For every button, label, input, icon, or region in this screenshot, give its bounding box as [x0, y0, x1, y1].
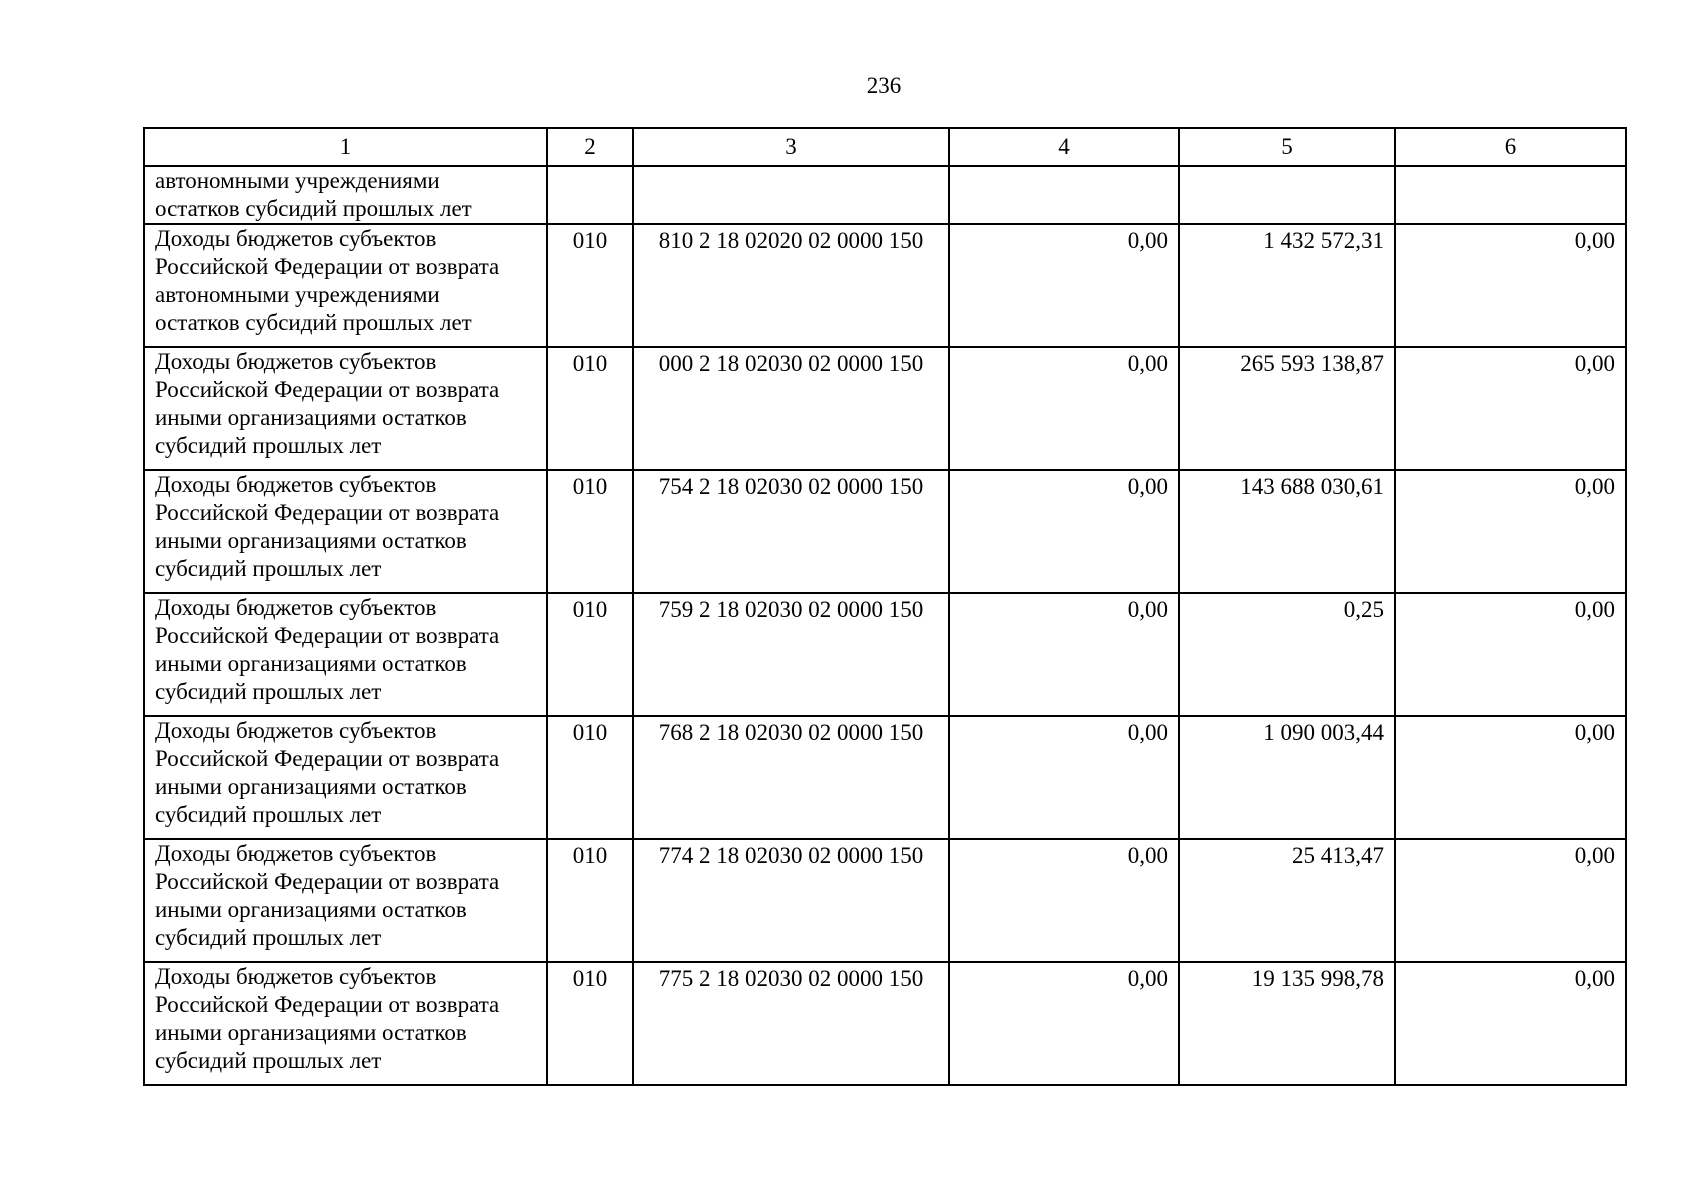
- amount-cell-5: 19 135 998,78: [1179, 962, 1395, 1085]
- code-cell: 010: [547, 470, 633, 593]
- table-row: [144, 839, 1626, 962]
- revenue-name-line: Доходы бюджетов субъектов: [155, 472, 437, 497]
- amount-cell-5: 1 090 003,44: [1179, 716, 1395, 839]
- classification-code-cell: 754 2 18 02030 02 0000 150: [633, 470, 949, 593]
- column-header-2: 2: [547, 128, 633, 166]
- revenue-name-line: автономными учреждениями: [155, 282, 440, 307]
- classification-code-cell: [633, 166, 949, 224]
- classification-code-cell: 000 2 18 02030 02 0000 150: [633, 347, 949, 470]
- revenue-name-line: Доходы бюджетов субъектов: [155, 718, 437, 743]
- header-row: [144, 128, 1626, 166]
- revenue-name-line: Доходы бюджетов субъектов: [155, 349, 437, 374]
- table-row: [144, 962, 1626, 1085]
- column-header-5: 5: [1179, 128, 1395, 166]
- amount-cell-5: 25 413,47: [1179, 839, 1395, 962]
- amount-cell-6: [1395, 166, 1626, 224]
- code-cell: 010: [547, 224, 633, 347]
- revenue-name-line: субсидий прошлых лет: [155, 1048, 382, 1073]
- table-row: [144, 716, 1626, 839]
- revenue-name-line: иными организациями остатков: [155, 528, 467, 553]
- budget-revenue-table: [143, 127, 1627, 1086]
- code-cell: 010: [547, 347, 633, 470]
- amount-cell-5: 265 593 138,87: [1179, 347, 1395, 470]
- revenue-name-cell: [144, 839, 547, 962]
- revenue-name-cell: [144, 224, 547, 347]
- page-number: 236: [866, 73, 902, 98]
- column-header-1: 1: [144, 128, 547, 166]
- classification-code-cell: 774 2 18 02030 02 0000 150: [633, 839, 949, 962]
- column-header-6: 6: [1395, 128, 1626, 166]
- revenue-name-line: Российской Федерации от возврата: [155, 254, 500, 279]
- amount-cell-4: [949, 166, 1179, 224]
- classification-code-cell: 759 2 18 02030 02 0000 150: [633, 593, 949, 716]
- revenue-name-line: Доходы бюджетов субъектов: [155, 595, 437, 620]
- revenue-name-line: Российской Федерации от возврата: [155, 377, 500, 402]
- revenue-name-line: субсидий прошлых лет: [155, 556, 382, 581]
- revenue-name-line: Российской Федерации от возврата: [155, 623, 500, 648]
- revenue-name-line: автономными учреждениями: [155, 168, 440, 193]
- amount-cell-6: 0,00: [1395, 839, 1626, 962]
- amount-cell-4: 0,00: [949, 716, 1179, 839]
- revenue-name-cell: [144, 716, 547, 839]
- revenue-name-line: субсидий прошлых лет: [155, 433, 382, 458]
- code-cell: 010: [547, 716, 633, 839]
- classification-code-cell: 810 2 18 02020 02 0000 150: [633, 224, 949, 347]
- revenue-name-line: субсидий прошлых лет: [155, 679, 382, 704]
- code-cell: 010: [547, 962, 633, 1085]
- code-cell: 010: [547, 839, 633, 962]
- revenue-name-line: иными организациями остатков: [155, 774, 467, 799]
- continuation-row: [144, 166, 1626, 224]
- amount-cell-5: 143 688 030,61: [1179, 470, 1395, 593]
- table-row: [144, 593, 1626, 716]
- revenue-name-cell: [144, 347, 547, 470]
- revenue-name-line: субсидий прошлых лет: [155, 925, 382, 950]
- revenue-name-line: иными организациями остатков: [155, 897, 467, 922]
- amount-cell-5: [1179, 166, 1395, 224]
- amount-cell-4: 0,00: [949, 593, 1179, 716]
- amount-cell-5: 0,25: [1179, 593, 1395, 716]
- revenue-name-line: Российской Федерации от возврата: [155, 746, 500, 771]
- column-header-3: 3: [633, 128, 949, 166]
- table-row: [144, 347, 1626, 470]
- revenue-name-cell: [144, 470, 547, 593]
- amount-cell-6: 0,00: [1395, 716, 1626, 839]
- amount-cell-6: 0,00: [1395, 962, 1626, 1085]
- revenue-name-line: иными организациями остатков: [155, 1020, 467, 1045]
- amount-cell-4: 0,00: [949, 470, 1179, 593]
- amount-cell-4: 0,00: [949, 224, 1179, 347]
- revenue-name-line: остатков субсидий прошлых лет: [155, 310, 472, 335]
- revenue-name-line: иными организациями остатков: [155, 651, 467, 676]
- amount-cell-6: 0,00: [1395, 470, 1626, 593]
- amount-cell-4: 0,00: [949, 962, 1179, 1085]
- revenue-name-line: Доходы бюджетов субъектов: [155, 226, 437, 251]
- revenue-name-line: Российской Федерации от возврата: [155, 869, 500, 894]
- revenue-name-line: иными организациями остатков: [155, 405, 467, 430]
- amount-cell-5: 1 432 572,31: [1179, 224, 1395, 347]
- classification-code-cell: 775 2 18 02030 02 0000 150: [633, 962, 949, 1085]
- revenue-name-line: Доходы бюджетов субъектов: [155, 964, 437, 989]
- column-header-4: 4: [949, 128, 1179, 166]
- revenue-name-line: субсидий прошлых лет: [155, 802, 382, 827]
- revenue-name-line: Доходы бюджетов субъектов: [155, 841, 437, 866]
- table-row: [144, 470, 1626, 593]
- table-header: [144, 128, 1626, 166]
- revenue-name-line: Российской Федерации от возврата: [155, 992, 500, 1017]
- amount-cell-4: 0,00: [949, 347, 1179, 470]
- table-row: [144, 224, 1626, 347]
- revenue-name-cell: [144, 962, 547, 1085]
- amount-cell-6: 0,00: [1395, 347, 1626, 470]
- revenue-name-line: Российской Федерации от возврата: [155, 500, 500, 525]
- revenue-name-cell: [144, 593, 547, 716]
- classification-code-cell: 768 2 18 02030 02 0000 150: [633, 716, 949, 839]
- revenue-name-cell: [144, 166, 547, 224]
- table-body: [144, 166, 1626, 1085]
- amount-cell-6: 0,00: [1395, 593, 1626, 716]
- revenue-name-line: остатков субсидий прошлых лет: [155, 196, 472, 221]
- amount-cell-4: 0,00: [949, 839, 1179, 962]
- amount-cell-6: 0,00: [1395, 224, 1626, 347]
- code-cell: 010: [547, 593, 633, 716]
- code-cell: [547, 166, 633, 224]
